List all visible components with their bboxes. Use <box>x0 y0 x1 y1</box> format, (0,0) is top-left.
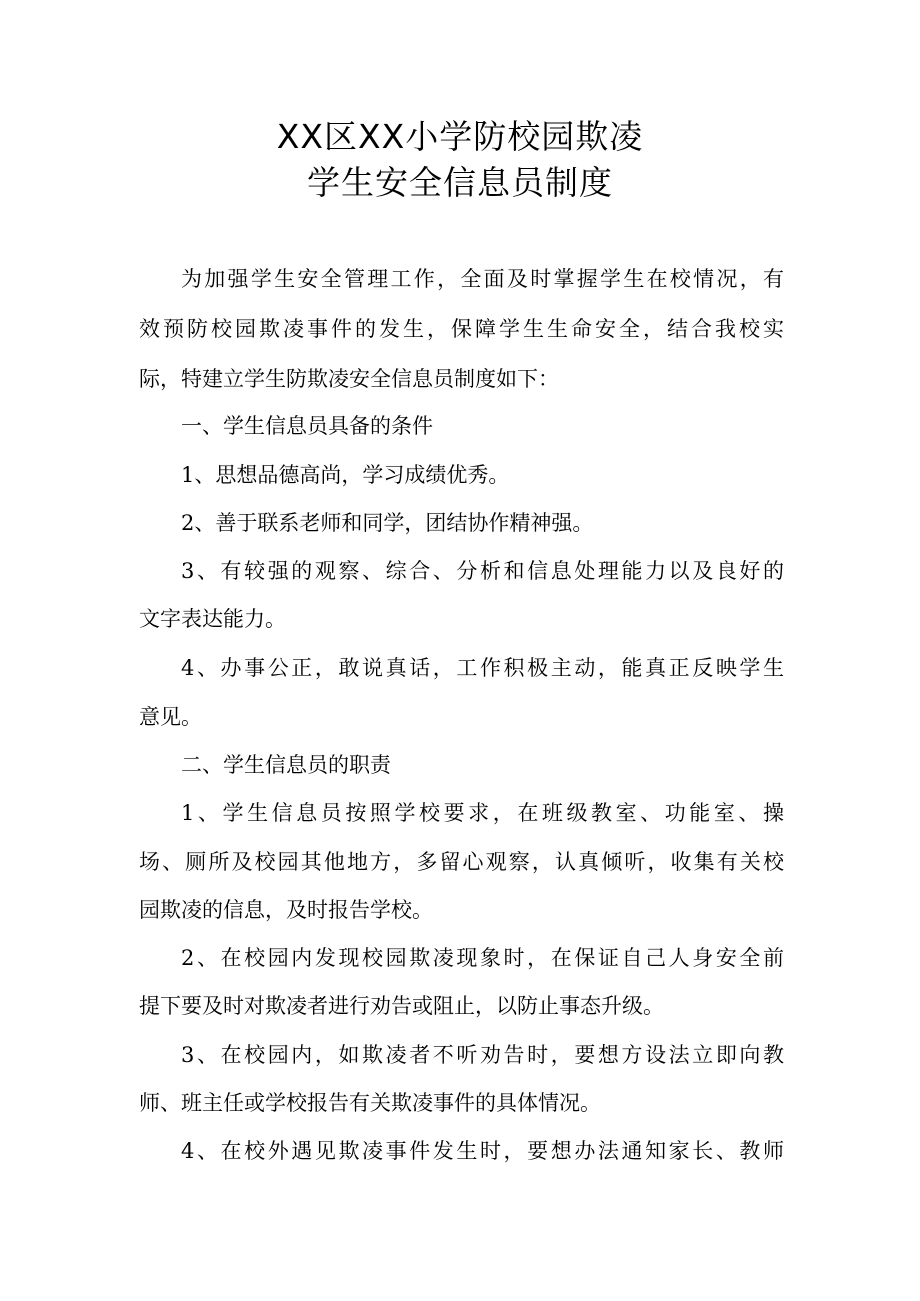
duty-item-1-line-3: 园欺凌的信息，及时报告学校。 <box>139 898 433 922</box>
document-title-line-2: 学生安全信息员制度 <box>307 163 613 202</box>
condition-item-2: 2、善于联系老师和同学，团结协作精神强。 <box>181 511 594 535</box>
duty-item-2-line-2: 提下要及时对欺凌者进行劝告或阻止，以防止事态升级。 <box>139 994 664 1018</box>
duty-item-2-line-1: 2、在校园内发现校园欺凌现象时，在保证自己人身安全前 <box>181 946 784 970</box>
paragraph-intro-line-3: 际，特建立学生防欺凌安全信息员制度如下： <box>139 367 559 391</box>
paragraph-intro-line-1: 为加强学生安全管理工作，全面及时掌握学生在校情况，有 <box>181 267 784 291</box>
duty-item-4-line-1: 4、在校外遇见欺凌事件发生时，要想办法通知家长、教师 <box>181 1139 784 1163</box>
paragraph-intro-line-2: 效预防校园欺凌事件的发生，保障学生生命安全，结合我校实 <box>139 317 784 341</box>
condition-item-3-line-2: 文字表达能力。 <box>139 607 286 631</box>
duty-item-3-line-1: 3、在校园内，如欺凌者不听劝告时，要想方设法立即向教 <box>181 1043 784 1067</box>
condition-item-4-line-2: 意见。 <box>139 705 202 729</box>
duty-item-1-line-2: 场、厕所及校园其他地方，多留心观察，认真倾听，收集有关校 <box>139 850 784 874</box>
duty-item-3-line-2: 师、班主任或学校报告有关欺凌事件的具体情况。 <box>139 1091 601 1115</box>
condition-item-3-line-1: 3、有较强的观察、综合、分析和信息处理能力以及良好的 <box>181 559 784 583</box>
section-heading-duties: 二、学生信息员的职责 <box>181 753 391 777</box>
section-heading-conditions: 一、学生信息员具备的条件 <box>181 414 433 438</box>
condition-item-1: 1、思想品德高尚，学习成绩优秀。 <box>181 463 510 487</box>
condition-item-4-line-1: 4、办事公正，敢说真话，工作积极主动，能真正反映学生 <box>181 656 784 680</box>
document-title-line-1: XX区XX小学防校园欺凌 <box>276 117 644 156</box>
duty-item-1-line-1: 1、学生信息员按照学校要求，在班级教室、功能室、操 <box>181 801 784 825</box>
